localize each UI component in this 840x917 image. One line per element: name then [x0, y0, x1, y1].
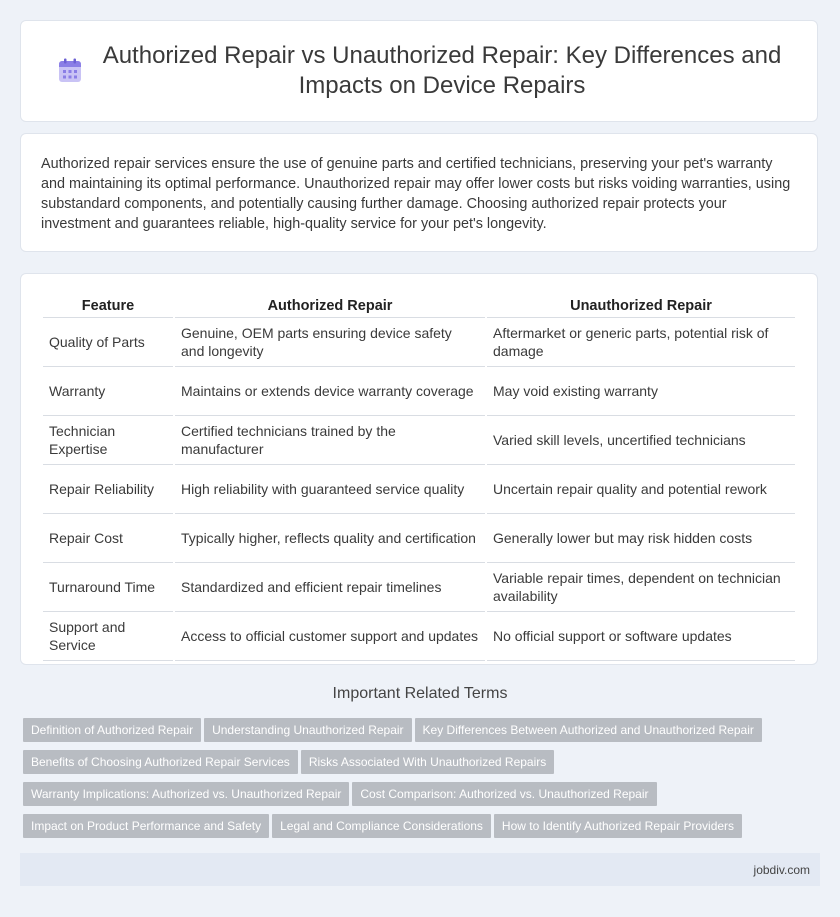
- table-row: [43, 563, 795, 612]
- page-title: Authorized Repair vs Unauthorized Repair: Key Differences and Impacts on Device Repairs: [102, 42, 782, 99]
- related-term-tag[interactable]: Risks Associated With Unauthorized Repairs: [301, 750, 554, 774]
- table-row: [43, 318, 795, 367]
- table-cell: High reliability with guaranteed service quality: [175, 465, 485, 514]
- related-terms-title: Important Related Terms: [332, 685, 508, 702]
- header-unauthorized: Unauthorized Repair: [487, 292, 795, 318]
- footer-site-link[interactable]: jobdiv.com: [753, 862, 810, 877]
- table-cell: Turnaround Time: [43, 563, 173, 612]
- title-wrap: [49, 41, 789, 101]
- table-cell: Genuine, OEM parts ensuring device safety and longevity: [175, 318, 485, 367]
- header-feature: Feature: [43, 292, 173, 318]
- related-term-tag[interactable]: Cost Comparison: Authorized vs. Unauthorized Repair: [352, 782, 656, 806]
- table-cell: Generally lower but may risk hidden costs: [487, 514, 795, 563]
- table-cell: Access to official customer support and updates: [175, 612, 485, 661]
- table-cell: Standardized and efficient repair timelines: [175, 563, 485, 612]
- header-authorized: Authorized Repair: [175, 292, 485, 318]
- table-cell: Uncertain repair quality and potential rework: [487, 465, 795, 514]
- related-term-tag[interactable]: Understanding Unauthorized Repair: [204, 718, 411, 742]
- table-cell: Varied skill levels, uncertified technicians: [487, 416, 795, 465]
- related-term-tag[interactable]: How to Identify Authorized Repair Providers: [494, 814, 742, 838]
- table-cell: May void existing warranty: [487, 367, 795, 416]
- table-row: [43, 416, 795, 465]
- title-card: [20, 20, 818, 122]
- table-header-row: [43, 292, 795, 318]
- intro-text: Authorized repair services ensure the use of genuine parts and certified technicians, preserving your pet's warranty and maintaining its optimal performance. Unauthorized repair may offer lower costs but risks voiding warranties, using substandard components, and potentially causing further damage. Choosing authorized repair protects your investment and guarantees reliable, high-quality service for your pet's longevity.: [41, 156, 791, 232]
- calendar-icon: [56, 57, 84, 85]
- table-cell: Repair Cost: [43, 514, 173, 563]
- table-cell: Certified technicians trained by the manufacturer: [175, 416, 485, 465]
- table-cell: Support and Service: [43, 612, 173, 661]
- comparison-table: [41, 292, 797, 661]
- related-term-tag[interactable]: Key Differences Between Authorized and Unauthorized Repair: [415, 718, 762, 742]
- intro-card: [20, 133, 818, 252]
- table-row: [43, 465, 795, 514]
- table-cell: No official support or software updates: [487, 612, 795, 661]
- table-card: [20, 273, 818, 665]
- table-cell: Typically higher, reflects quality and certification: [175, 514, 485, 563]
- table-cell: Warranty: [43, 367, 173, 416]
- table-row: [43, 612, 795, 661]
- related-term-tag[interactable]: Benefits of Choosing Authorized Repair Services: [23, 750, 298, 774]
- table-cell: Aftermarket or generic parts, potential risk of damage: [487, 318, 795, 367]
- table-row: [43, 514, 795, 563]
- table-cell: Quality of Parts: [43, 318, 173, 367]
- table-cell: Variable repair times, dependent on technician availability: [487, 563, 795, 612]
- table-row: [43, 367, 795, 416]
- related-term-tag[interactable]: Warranty Implications: Authorized vs. Unauthorized Repair: [23, 782, 349, 806]
- table-cell: Repair Reliability: [43, 465, 173, 514]
- table-cell: Technician Expertise: [43, 416, 173, 465]
- table-cell: Maintains or extends device warranty coverage: [175, 367, 485, 416]
- related-term-tag[interactable]: Impact on Product Performance and Safety: [23, 814, 269, 838]
- related-term-tag[interactable]: Definition of Authorized Repair: [23, 718, 201, 742]
- related-terms-list: [23, 718, 823, 846]
- footer: [20, 853, 820, 886]
- related-term-tag[interactable]: Legal and Compliance Considerations: [272, 814, 491, 838]
